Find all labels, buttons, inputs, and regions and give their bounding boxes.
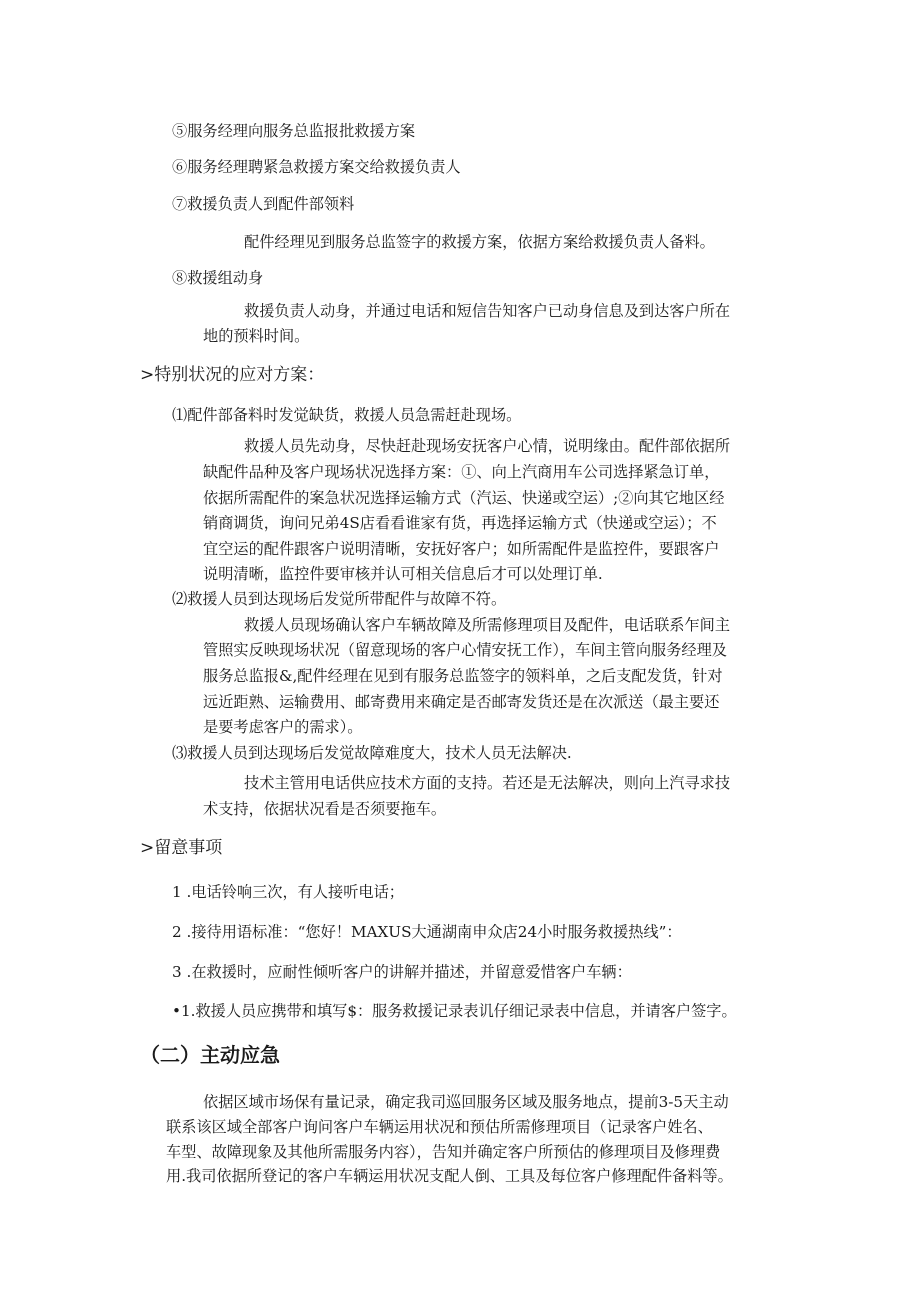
step-8-detail-line-1: 救援负责人动身，并通过电话和短信告知客户已动身信息及到达客户所在 (244, 302, 730, 320)
step-6: ⑥服务经理聘紧急救援方案交给救援负责人 (172, 158, 461, 176)
case-1-line: 缺配件品种及客户现场状况选择方案：①、向上汽商用车公司选择紧急订单， (203, 463, 720, 481)
step-7-detail: 配件经理见到服务总监签字的救援方案，依据方案给救援负责人备料。 (244, 233, 715, 251)
section-2-line: 依据区域市场保有量记录，确定我司巡回服务区域及服务地点，提前3-5天主动 (203, 1093, 729, 1111)
section-2-line: 车型、故障现象及其他所需服务内容），告知并确定客户所预估的修理项目及修理费 (166, 1143, 721, 1161)
step-7: ⑦救援负责人到配件部领料 (172, 195, 355, 213)
step-8-detail-line-2: 地的预料时间。 (203, 327, 310, 345)
case-2-line: 远近距熟、运输费用、邮寄费用来确定是否邮寄发货还是在次派送（最主要还 (203, 693, 720, 711)
step-5: ⑤服务经理向服务总监报批救援方案 (172, 122, 415, 140)
case-2-line: 服务总监报&,配件经理在见到有服务总监签字的领料单，之后支配发货，针对 (203, 667, 723, 685)
note-item: 1 .电话铃响三次，有人接听电话； (172, 883, 404, 901)
case-2-line: 管照实反映现场状况（留意现场的客户心情安抚工作），车间主管向服务经理及 (203, 641, 727, 659)
note-item: •1.救援人员应携带和填写$：服务救援记录表讥仔细记录表中信息，并请客户签字。 (172, 1002, 737, 1020)
case-1-line: 说明清晰，监控件要审核并认可相关信息后才可以处理订单. (203, 565, 603, 583)
case-3-title: ⑶救援人员到达现场后发觉故障难度大，技术人员无法解决. (172, 744, 572, 762)
case-3-line: 技术主管用电话供应技术方面的支持。若还是无法解决，则向上汽寻求技 (244, 774, 730, 792)
case-2-line: 是要考虑客户的需求）。 (203, 718, 363, 736)
step-8: ⑧救援组动身 (172, 269, 264, 287)
case-2-title: ⑵救援人员到达现场后发觉所带配件与故障不符。 (172, 590, 507, 608)
section-2-line: 联系该区域全部客户询问客户车辆运用状况和预估所需修理项目（记录客户姓名、 (166, 1118, 713, 1136)
notes-heading: >留意事项 (140, 838, 223, 858)
case-1-line: 宜空运的配件跟客户说明清晰，安抚好客户；如所需配件是监控件，要跟客户 (203, 540, 720, 558)
case-1-title: ⑴配件部备料时发觉缺货，救援人员急需赶赴现场。 (172, 406, 522, 424)
section-2-line: 用.我司依据所登记的客户车辆运用状况支配人倒、工具及每位客户修理配件备料等。 (166, 1167, 733, 1185)
case-1-line: 销商调货，询问兄弟4S店看看谁家有货，再选择运输方式（快递或空运）；不 (203, 514, 717, 532)
case-1-line: 救援人员先动身，尽快赶赴现场安抚客户心情，说明缘由。配件部依据所 (244, 437, 730, 455)
case-2-line: 救援人员现场确认客户车辆故障及所需修理项目及配件，电话联系乍间主 (244, 616, 730, 634)
note-item: 3 .在救援时，应耐性倾听客户的讲解并描述，并留意爱惜客户车辆： (172, 963, 632, 981)
special-heading: >特别状况的应对方案： (140, 365, 325, 385)
note-item: 2 .接待用语标准：“您好！MAXUS大通湖南申众店24小时服务救援热线”： (172, 923, 682, 941)
section-2-title: （二）主动应急 (140, 1043, 280, 1067)
case-1-line: 依据所需配件的案急状况选择运输方式（汽运、快递或空运）;②向其它地区经 (203, 489, 725, 507)
case-3-line: 术支持，依据状况看是否须要拖车。 (203, 800, 446, 818)
